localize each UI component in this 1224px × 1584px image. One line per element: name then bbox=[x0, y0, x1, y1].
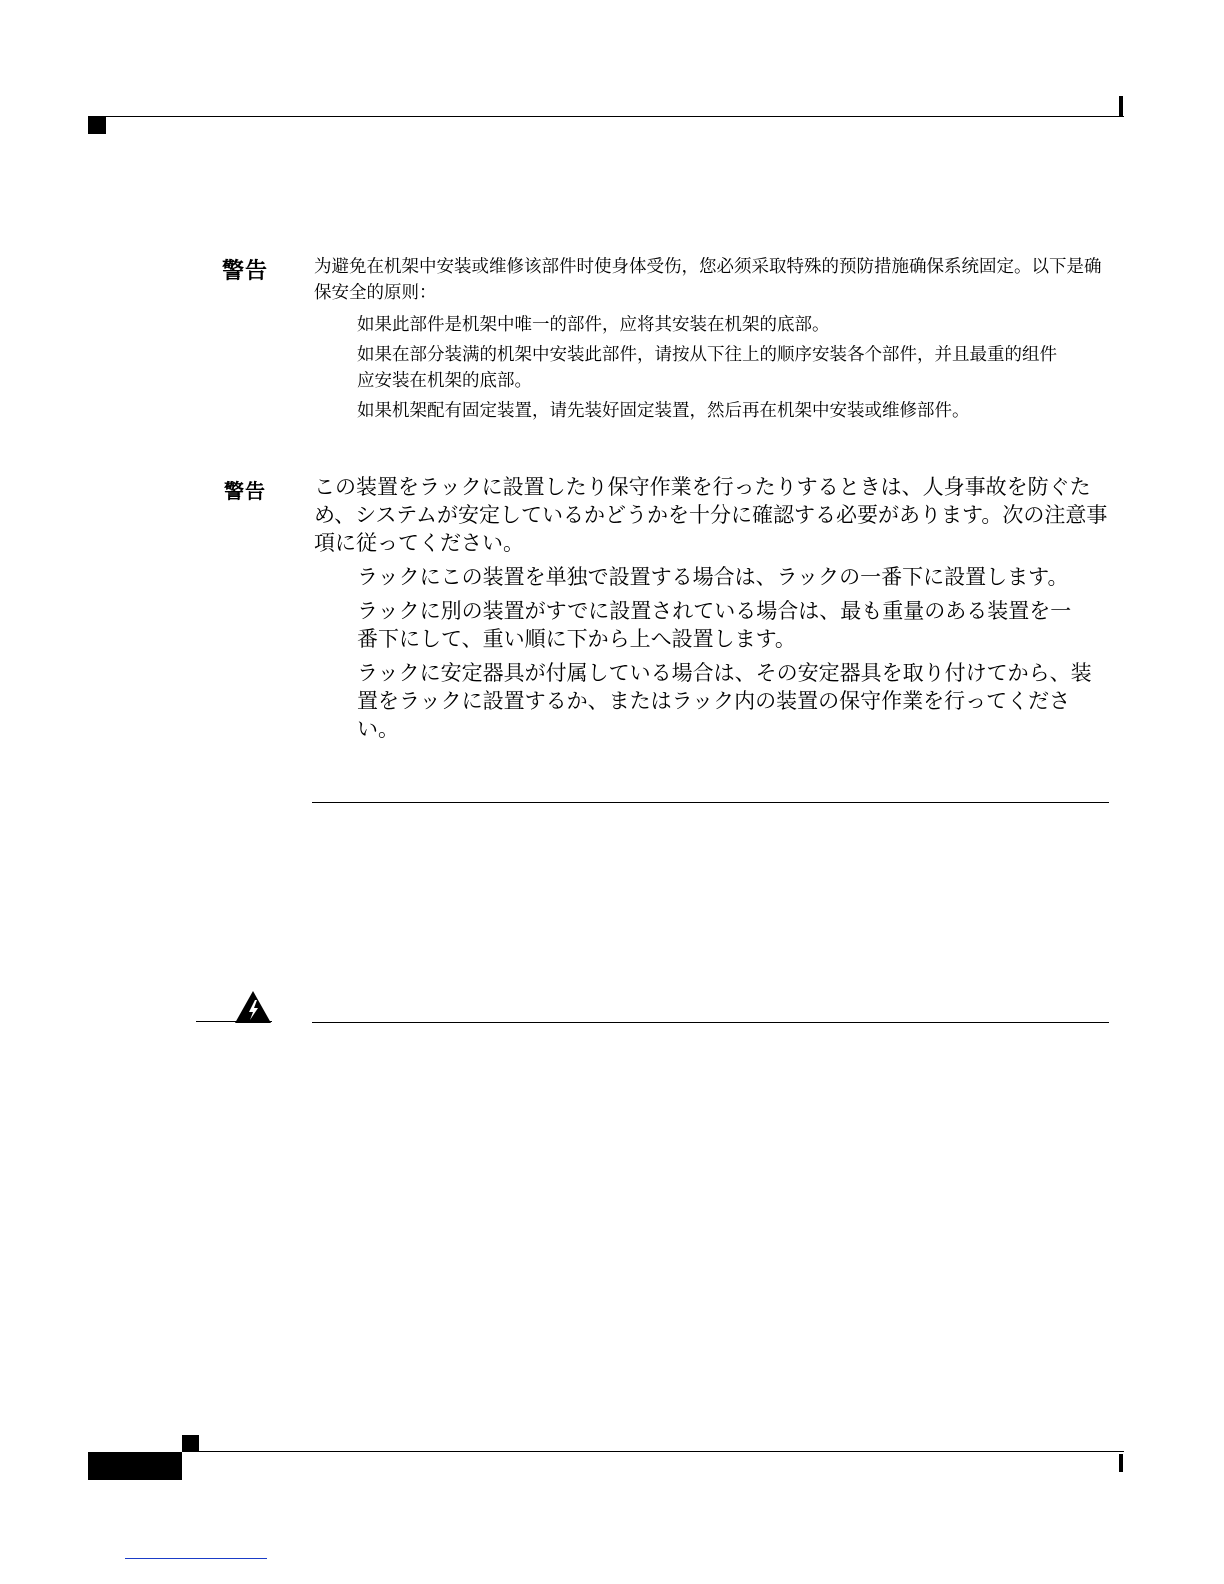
header-left-marker bbox=[88, 117, 106, 134]
header-right-marker bbox=[1119, 96, 1123, 117]
ja-warning-label: 警告 bbox=[224, 479, 266, 503]
footer-page-block bbox=[88, 1452, 182, 1480]
ja-warning-item: ラックにこの装置を単独で設置する場合は、ラックの一番下に設置します。 bbox=[357, 565, 1069, 589]
footer-rule bbox=[182, 1451, 1124, 1452]
ja-warning-item: ラックに別の装置がすでに設置されている場合は、最も重量のある装置を一番下にして、重い順に下から上へ設置します。 bbox=[357, 599, 1072, 651]
zh-warning-item: 如果此部件是机架中唯一的部件，应将其安装在机架的底部。 bbox=[357, 315, 830, 335]
zh-warning-label: 警告 bbox=[222, 259, 269, 284]
warning-separator bbox=[312, 1022, 1109, 1023]
footer-link-underline[interactable] bbox=[125, 1558, 267, 1559]
zh-warning-item: 如果机架配有固定装置，请先装好固定装置，然后再在机架中安装或维修部件。 bbox=[357, 401, 970, 421]
ja-warning-intro: この装置をラックに設置したり保守作業を行ったりするときは、人身事故を防ぐため、システムが安定しているかどうかを十分に確認する必要があります。次の注意事項に従ってください。 bbox=[314, 475, 1108, 555]
ja-warning-list bbox=[357, 563, 1092, 749]
footer-right-marker bbox=[1119, 1454, 1123, 1472]
zh-warning-list bbox=[357, 312, 1057, 428]
zh-warning-intro: 为避免在机架中安装或维修该部件时使身体受伤，您必须采取特殊的预防措施确保系统固定。以下是确保安全的原则： bbox=[314, 257, 1102, 303]
footer-marker bbox=[182, 1435, 199, 1452]
header-rule bbox=[88, 116, 1124, 117]
zh-warning-item: 如果在部分装满的机架中安装此部件，请按从下往上的顺序安装各个部件，并且最重的组件应安装在机架的底部。 bbox=[357, 345, 1057, 391]
warning-triangle-icon bbox=[234, 990, 272, 1024]
ja-warning-item: ラックに安定器具が付属している場合は、その安定器具を取り付けてから、装置をラックに設置するか、またはラック内の装置の保守作業を行ってください。 bbox=[357, 661, 1092, 741]
section-separator bbox=[312, 802, 1109, 803]
warning-icon-rule bbox=[196, 1021, 272, 1022]
